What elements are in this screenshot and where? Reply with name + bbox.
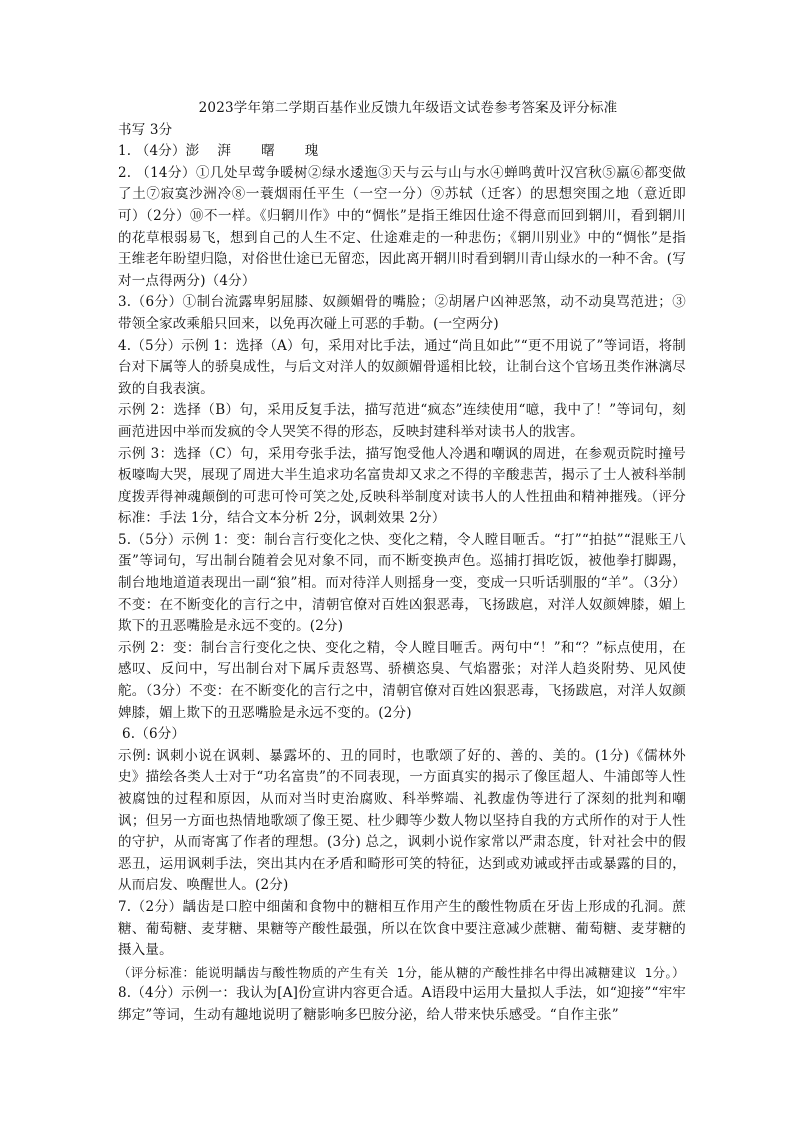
writing-score: 书写 3分: [118, 121, 173, 138]
answer-4-example-2: 示例 2：选择（B）句，采用反复手法，描写范进“疯态”连续使用“噫，我中了！”等词句，刻画范进因中举而发疯的令人哭笑不得的形态，反映封建科举对读书人的戕害。: [118, 402, 686, 440]
answer-7: 7.（2分）龋齿是口腔中细菌和食物中的糖相互作用产生的酸性物质在牙齿上形成的孔洞。蔗糖、葡萄糖、麦芽糖、果糖等产酸性最强，所以在饮食中要注意减少蔗糖、葡萄糖、麦芽糖的摄入量。: [118, 898, 686, 959]
answer-5-example-2: 示例 2：变：制台言行变化之快、变化之精，令人瞠目咂舌。两句中“！”和“？”标点使用，在感叹、反问中，写出制台对下属斥责怒骂、骄横恣臭、气焰嚣张；对洋人趋炎附势、见风使舵。（3分）不变：在不断变化的言行之中，清朝官僚对百姓凶狠恶毒，飞扬跋扈，对洋人奴颜婢膝，媚上欺下的丑恶嘴脸是永远不变的。(2分): [118, 639, 686, 721]
answer-5-example-1: 5.（5分）示例 1：变：制台言行变化之快、变化之精，令人瞠目咂舌。“打”“拍挞”“混账王八蛋”等词句，写出制台随着会见对象不同，而不断变换声色。巡捕打揖吃饭，被他拳打脚踢，制台地地道道表现出一副“狼”相。而对待洋人则摇身一变，变成一只听话驯服的“羊”。（3分）不变：在不断变化的言行之中，清朝官僚对百姓凶狠恶毒，飞扬跋扈，对洋人奴颜婢膝，媚上欺下的丑恶嘴脸是永远不变的。(2分): [118, 531, 686, 635]
answer-3: 3.（6分）①制台流露卑躬屈膝、奴颜媚骨的嘴脸；②胡屠户凶神恶煞，动不动臭骂范进；③带领全家改乘船只回来，以免再次碰上可恶的手勒。(一空两分): [118, 294, 686, 332]
answer-8: 8.（4分）示例一：我认为[A]份宣讲内容更合适。A语段中运用大量拟人手法，如“迎接”“牢牢绑定”等词，生动有趣地说明了糖影响多巴胺分泌，给人带来快乐感受。“自作主张”: [118, 985, 686, 1023]
answer-2: 2. （14分）①几处早莺争暖树②绿水逶迤③天与云与山与水④蝉鸣黄叶汉宫秋⑤羸⑥都变做了土⑦寂寞沙洲冷⑧一蓑烟雨任平生（一空一分）⑨苏轼（迁客）的思想突围之地（意近即可）（2分）⑩不一样。《归辋川作》中的“惆怅”是指王维因仕途不得意而回到辋川，看到辋川的花草根弱易飞，想到自己的人生不定、仕途难走的一种悲伤；《辋川别业》中的“惆怅”是指王维老年盼望归隐，对俗世仕途已无留恋，因此离开辋川时看到辋川青山绿水的一种不舍。(写对一点得两分)（4分）: [118, 164, 686, 289]
answer-7-scoring-note: （评分标准：能说明龋齿与酸性物质的产生有关 1分，能从糖的产酸性排名中得出减糖建议 1分。）: [118, 964, 686, 980]
answer-6-header: 6.（6分）: [122, 726, 186, 743]
page-title: 2023学年第二学期百基作业反馈九年级语文试卷参考答案及评分标准: [198, 100, 618, 116]
answer-4-example-1: 4.（5分）示例 1：选择（A）句，采用对比手法，通过“尚且如此”“更不用说了”等词语，将制台对下属等人的骄臭成性，与后文对洋人的奴颜媚骨遥相比较，让制台这个官场丑类作淋漓尽致的自我表演。: [118, 337, 686, 397]
answer-sheet: [118, 98, 686, 1027]
answer-1: 1. （4分）澎 湃 曙 瑰: [118, 143, 319, 160]
answer-6-body: 示例: 讽刺小说在讽刺、暴露坏的、丑的同时，也歌颂了好的、善的、美的。(1分)《儒林外史》描绘各类人士对于“功名富贵”的不同表现，一方面真实的揭示了像匡超人、牛浦郎等人性被腐蚀的过程和原因，从而对当时吏治腐败、科举弊端、礼教虚伪等进行了深刻的批判和嘲讽；但另一方面也热情地歌颂了像王冕、杜少卿等少数人物以坚持自我的方式所作的对于人性的守护，从而寄寓了作者的理想。(3分) 总之，讽刺小说作家常以严肃态度，针对社会中的假恶丑，运用讽刺手法，突出其内在矛盾和畸形可笑的特征，达到或劝诫或抨击或暴露的目的，从而启发、唤醒世人。(2分): [118, 747, 686, 894]
answer-4-example-3: 示例 3：选择（C）句，采用夸张手法，描写饱受他人冷遇和嘲讽的周进，在参观贡院时撞号板嚎啕大哭，展现了周进大半生追求功名富贵却又求之不得的辛酸悲苦，揭示了士人被科举制度拨弄得神魂颠倒的可悲可怜可笑之处,反映科举制度对读书人的人性扭曲和精神摧残。（评分标准：手法 1分，结合文本分析 2分，讽刺效果 2分）: [118, 445, 686, 527]
